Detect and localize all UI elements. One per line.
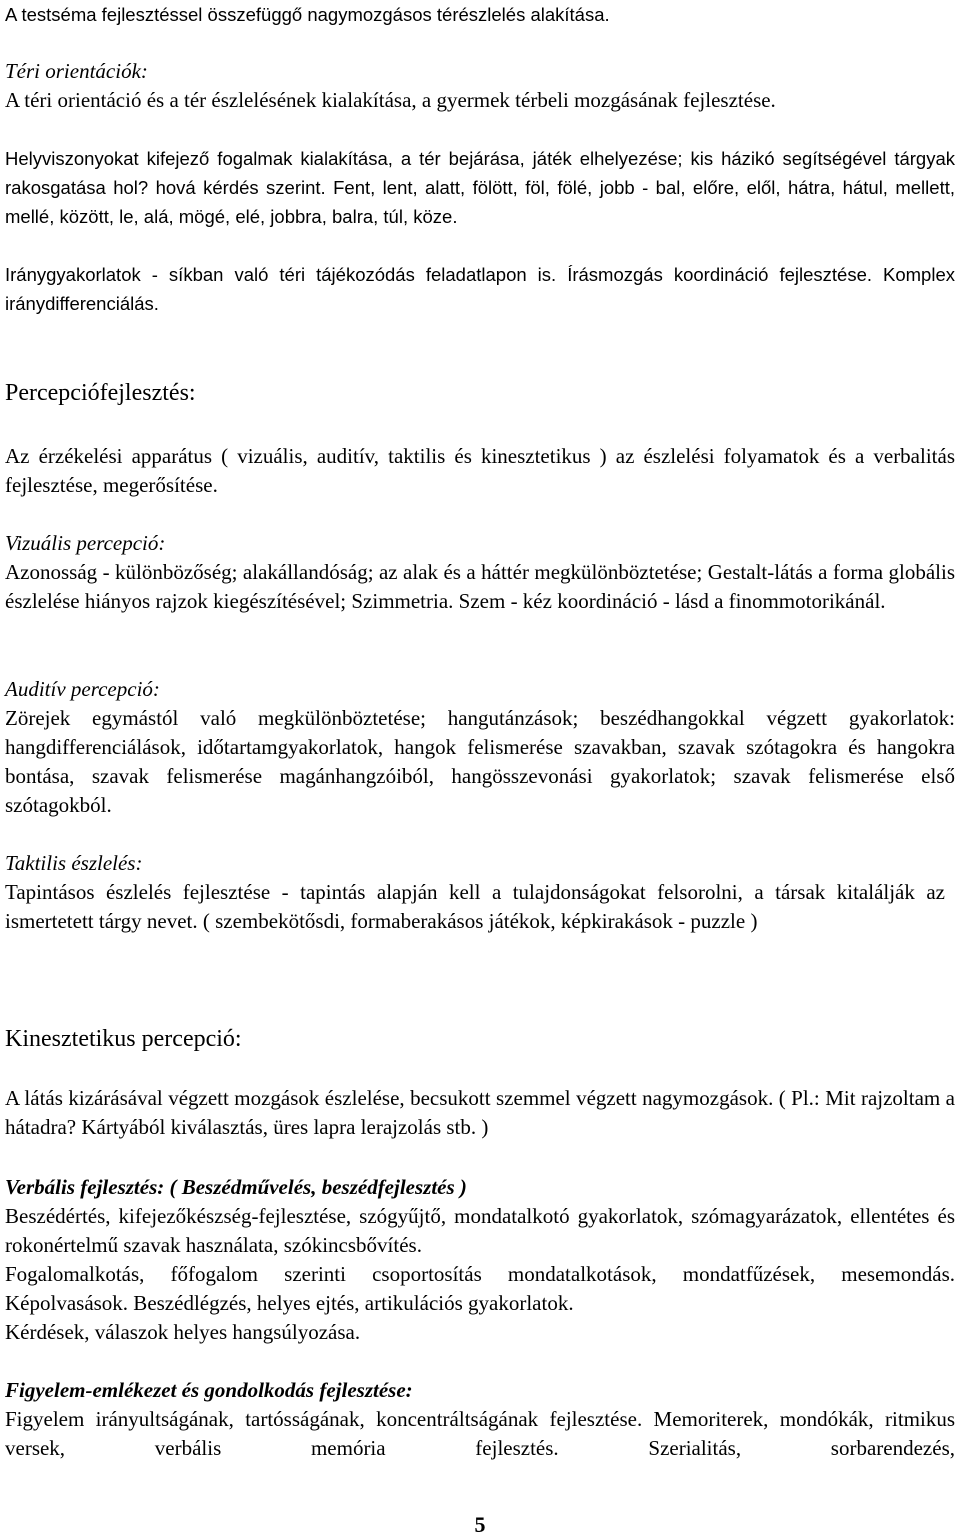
vizualis-percepcio-paragraph: Azonosság - különbözőség; alakállandóság; az alak és a háttér megkülönböztetése; Gestalt-látás a forma globális észlelése hiányos rajzok kiegészítésével; Szimmetria. Szem - kéz koordináció - lásd a finommotorikánál. (5, 560, 955, 613)
percepciofejlesztes-paragraph: Az érzékelési apparátus ( vizuális, auditív, taktilis és kinesztetikus ) az észlelési folyamatok és a verbalitás fejlesztése, megerősítése. (5, 444, 955, 497)
figyelem-emlekezet-heading: Figyelem-emlékezet és gondolkodás fejlesztése: (5, 1378, 413, 1402)
teri-orientaciok-paragraph-3: Iránygyakorlatok - síkban való téri tájékozódás feladatlapon is. Írásmozgás koordináció fejlesztése. Komplex iránydifferenciálás. (5, 264, 955, 314)
verbalis-fejlesztes-paragraph-2: Fogalomalkotás, főfogalom szerinti csoportosítás mondatalkotások, mondatfűzések, mesemondás. Képolvasások. Beszédlégzés, helyes ejtés, artikulációs gyakorlatok. (5, 1262, 955, 1315)
page-number: 5 (474, 1512, 486, 1537)
figyelem-emlekezet-paragraph: Figyelem irányultságának, tartósságának, koncentráltságának fejlesztése. Memoriterek, mondókák, ritmikus versek, verbális memória fejlesztés. Szerialitás, sorbarendezés, (5, 1407, 955, 1460)
kinesztetikus-percepcio-paragraph: A látás kizárásával végzett mozgások észlelése, becsukott szemmel végzett nagymozgások. ( Pl.: Mit rajzoltam a hátadra? Kártyából kiválasztás, üres lapra lerajzolás stb. ) (5, 1086, 955, 1139)
teri-orientaciok-paragraph-2: Helyviszonyokat kifejező fogalmak kialakítása, a tér bejárása, játék elhelyezése; kis házikó segítségével tárgyak rakosgatása hol? hová kérdés szerint. Fent, lent, alatt, fölött, föl, fölé, jobb - bal, előre, elől, hátra, hátul, mellett, mellé, között, le, alá, mögé, elé, jobbra, balra, túl, köze. (5, 148, 955, 227)
kinesztetikus-percepcio-heading: Kinesztetikus percepció: (5, 1026, 242, 1052)
teri-orientaciok-paragraph-1: A téri orientáció és a tér észlelésének kialakítása, a gyermek térbeli mozgásának fejlesztése. (5, 88, 776, 112)
intro-line: A testséma fejlesztéssel összefüggő nagymozgásos térészlelés alakítása. (5, 4, 610, 25)
verbalis-fejlesztes-heading: Verbális fejlesztés: ( Beszédművelés, beszédfejlesztés ) (5, 1175, 467, 1199)
verbalis-fejlesztes-paragraph-3: Kérdések, válaszok helyes hangsúlyozása. (5, 1320, 361, 1344)
vizualis-percepcio-heading: Vizuális percepció: (5, 531, 166, 555)
taktilis-eszleles-heading: Taktilis észlelés: (5, 851, 143, 875)
verbalis-fejlesztes-paragraph-1: Beszédértés, kifejezőkészség-fejlesztése, szógyűjtő, mondatalkotó gyakorlatok, szómagyarázatok, ellentétes és rokonértelmű szavak használata, szókincsbővítés. (5, 1204, 955, 1257)
auditiv-percepcio-heading: Auditív percepció: (5, 677, 160, 701)
percepciofejlesztes-heading: Percepciófejlesztés: (5, 380, 196, 406)
teri-orientaciok-heading: Téri orientációk: (5, 59, 148, 83)
taktilis-eszleles-paragraph: Tapintásos észlelés fejlesztése - tapintás alapján kell a tulajdonságokat felsorolni, a társak kitalálják az ismertetett tárgy nevet. ( szembekötősdi, formaberakásos játékok, képkirakások - puzzle ) (5, 880, 945, 933)
auditiv-percepcio-paragraph: Zörejek egymástól való megkülönböztetése; hangutánzások; beszédhangokkal végzett gyakorlatok: hangdifferenciálások, időtartamgyakorlatok, hangok felismerése szavakban, szavak szótagokra és hangokra bontása, szavak felismerése magánhangzóiból, hangösszevonási gyakorlatok; szavak felismerése első szótagokból. (5, 706, 955, 817)
